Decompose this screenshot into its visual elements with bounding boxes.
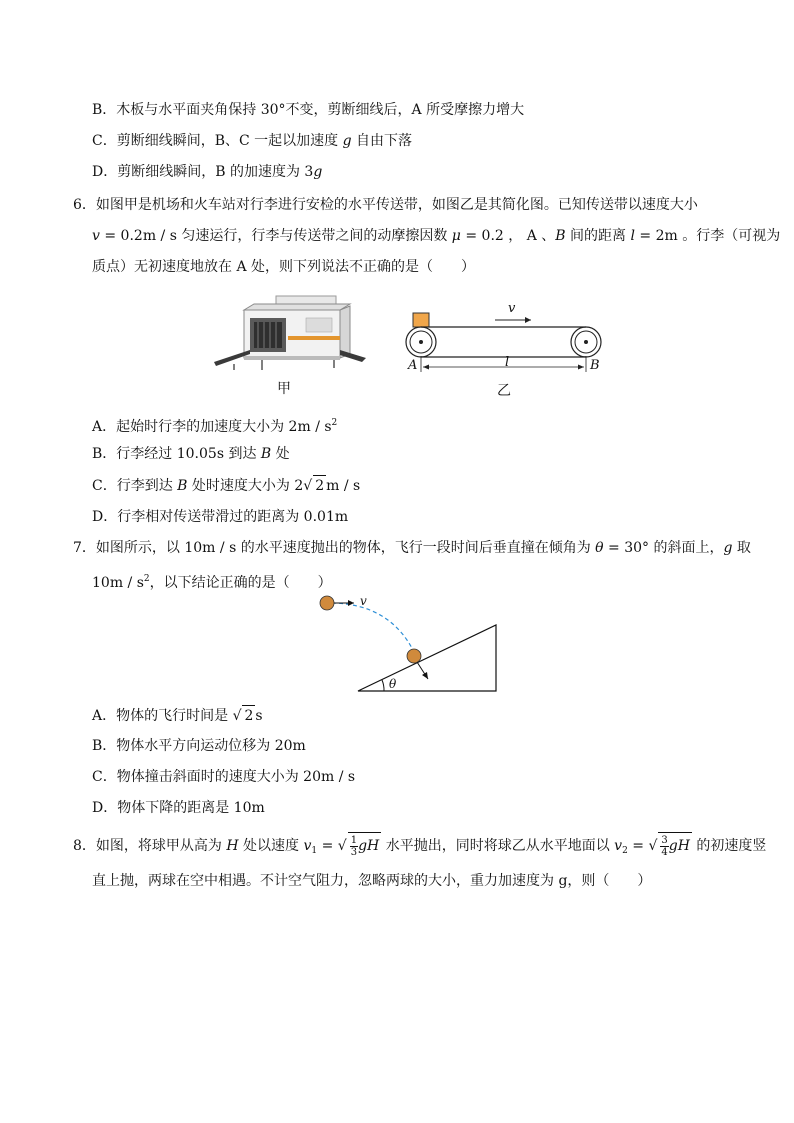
q7-stem-sup: 2	[143, 574, 150, 584]
q8-gh-1: gH	[358, 838, 380, 854]
q6-option-a-text: A．起始时行李的加速度大小为 2m / s	[92, 419, 332, 435]
q8-stem-text-d: 的初速度竖	[691, 838, 767, 854]
q6-option-c-text: C．行李到达	[92, 478, 178, 494]
q8-frac-1	[350, 835, 358, 858]
q7-option-a-text: A．物体的飞行时间是	[92, 708, 233, 724]
q5-option-b: B．木板与水平面夹角保持 30°不变，剪断细线后，A 所受摩擦力增大	[92, 102, 525, 118]
q6-option-a	[92, 413, 337, 437]
fig6-v-label: v	[508, 301, 516, 316]
q6-option-b-b: B	[260, 446, 272, 462]
q6-option-c: C．行李到达 B 处时速度大小为 2√ 2 m / s	[92, 475, 360, 496]
q8-frac2-den: 4	[661, 846, 668, 858]
xray-scanner-image	[210, 292, 370, 372]
q7-option-c: C．物体撞击斜面时的速度大小为 20m / s	[92, 769, 356, 785]
q8-stem-text-c: 水平抛出，同时将球乙从水平地面以	[381, 838, 615, 854]
q5-option-d	[92, 162, 322, 182]
q6-option-c-b: B	[177, 478, 188, 494]
q5-option-c-text-end: 自由下落	[351, 133, 413, 149]
q6-option-c-radicand: 2	[313, 475, 326, 496]
caption-jia: 甲	[277, 381, 291, 397]
fig7-theta-label: θ	[389, 677, 397, 691]
caption-yi: 乙	[497, 383, 511, 399]
q5-option-c-g: g	[342, 133, 352, 149]
q8-frac1-den: 3	[350, 846, 358, 858]
q7-stem-text-e: ，以下结论正确的是（ ）	[149, 575, 332, 591]
q6-stem-text-c: 间的距离	[565, 228, 631, 244]
q5-option-d-text: D．剪断细线瞬间，B 的加速度为 3	[92, 164, 314, 180]
q8-stem-text-a: 8．如图，将球甲从高为	[73, 838, 227, 854]
q6-option-b	[92, 444, 290, 464]
q8-stem-text-b: 处以速度	[238, 838, 304, 854]
q8-frac2-num: 3	[661, 834, 668, 846]
q6-option-b-text-end: 处	[271, 446, 290, 462]
q8-stem-line2: 直上抛，两球在空中相遇。不计空气阻力，忽略两球的大小，重力加速度为 g，则（ ）	[92, 873, 652, 889]
q6-option-d: D．行李相对传送带滑过的距离为 0.01m	[92, 509, 349, 525]
q7-stem-text-d: 10m / s	[92, 575, 144, 591]
q7-option-a-radicand: 2	[242, 705, 255, 726]
q8-v2-sub: 2	[622, 846, 628, 856]
q6-stem-text-b: = 0.2 ， A 、	[460, 228, 556, 244]
q7-theta: θ	[595, 540, 604, 556]
q7-stem-line1	[73, 538, 751, 558]
fig7-v-label: v	[360, 594, 367, 608]
q8-h: H	[226, 838, 239, 854]
q8-stem-line1: 8．如图，将球甲从高为 H 处以速度 $v_1$ = √ $\frac{1}{3}$ gH 水平抛出，同时将球乙从水平地面以 $v_2$ = √ $\frac{3}{4}$ gH 的初速度竖	[73, 832, 766, 864]
projectile-incline-diagram	[310, 590, 510, 700]
q6-option-a-sup: 2	[331, 418, 338, 428]
q7-option-b: B．物体水平方向运动位移为 20m	[92, 738, 306, 754]
q8-v1-sub: 1	[311, 846, 318, 856]
q8-frac-2	[660, 835, 668, 858]
q8-gh-2: gH	[668, 838, 690, 854]
q6-mu: μ	[451, 228, 461, 244]
q6-stem-text-d: = 2m 。行李（可视为	[634, 228, 781, 244]
q7-stem-text-b: = 30° 的斜面上，	[603, 540, 724, 556]
q7-stem-line2	[92, 569, 332, 593]
fig6-b-label: B	[590, 358, 600, 373]
q6-stem-line1: 6．如图甲是机场和火车站对行李进行安检的水平传送带，如图乙是其简化图。已知传送带以速度大小	[73, 197, 698, 213]
q8-v1: v	[303, 838, 312, 854]
fig6-l-label: l	[505, 355, 510, 370]
q8-eq-1: =	[317, 838, 338, 854]
fig6-a-label: A	[408, 358, 418, 373]
q6-stem-line3: 质点）无初速度地放在 A 处，则下列说法不正确的是（ ）	[92, 259, 476, 275]
q6-l: l	[630, 228, 635, 244]
q5-option-c-text: C．剪断细线瞬间，B、C 一起以加速度	[92, 133, 343, 149]
q8-frac1-num: 1	[350, 834, 358, 846]
q7-option-d: D．物体下降的距离是 10m	[92, 800, 265, 816]
q7-stem-text-c: 取	[732, 540, 751, 556]
q6-stem-line2	[92, 226, 780, 246]
q8-v2: v	[614, 838, 623, 854]
q6-stem-text-a: = 0.2m / s 匀速运行，行李与传送带之间的动摩擦因数	[99, 228, 452, 244]
q8-eq-2: =	[627, 838, 649, 854]
q5-option-d-g: g	[313, 164, 323, 180]
q6-option-c-text-end: m / s	[326, 478, 361, 494]
q7-option-a-unit: s	[255, 708, 263, 724]
q5-option-c	[92, 131, 412, 151]
q6-option-b-text: B．行李经过 10.05s 到达	[92, 446, 261, 462]
q7-g: g	[723, 540, 733, 556]
q6-b: B	[555, 228, 566, 244]
q7-stem-text-a: 7．如图所示，以 10m / s 的水平速度抛出的物体，飞行一段时间后垂直撞在倾角为	[73, 540, 596, 556]
q7-option-a: A．物体的飞行时间是 √ 2 s	[92, 705, 263, 726]
q6-v: v	[92, 228, 100, 244]
q6-option-c-text-mid: 处时速度大小为 2	[187, 478, 304, 494]
